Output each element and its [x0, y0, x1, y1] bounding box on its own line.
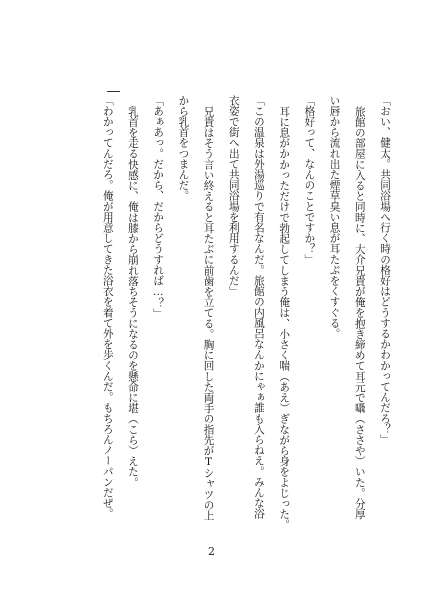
text-line: 耳に息がかかっただけで勃起してしまう俺は、小さく喘（あえ）ぎながら身をよじった。	[278, 105, 291, 530]
header-rule	[107, 91, 120, 92]
text-line: 「わかってんだろ。俺が用意してきた浴衣を着て外を歩くんだ。もちろんノーパンだぜ。	[101, 95, 114, 519]
vertical-text-block	[94, 95, 397, 545]
text-line: 衣姿で街へ出て共同浴場を利用するんだ」	[227, 95, 240, 297]
text-line: 「格好って、なんのことですか？」	[303, 95, 316, 265]
text-line: 旅館の部屋に入ると同時に、大介兄貴が俺を抱き締めて耳元で囁（ささや）いた。分厚	[353, 105, 366, 519]
paragraph-dialogue	[221, 95, 271, 545]
paragraph-dialogue	[372, 95, 397, 545]
paragraph-narration	[170, 95, 220, 545]
text-line: 兄貴はそう言い終えると耳たぶに前歯を立てる。胸に回した両手の指先がTシャツの上	[202, 105, 215, 521]
page-number: 2	[208, 545, 215, 558]
text-line: から乳首をつまんだ。	[177, 95, 190, 201]
text-line: 「おい、健太。共同浴場へ行く時の格好はどうするかわかってんだろ？」	[379, 95, 391, 445]
paragraph-narration	[120, 95, 145, 545]
paragraph-dialogue	[296, 95, 321, 545]
text-line: 「あぁあっ。だから、だからどうすれば…？」	[152, 95, 165, 319]
paragraph-narration	[321, 95, 371, 545]
paragraph-dialogue	[95, 95, 120, 545]
text-line: 「この温泉は外湯巡りで有名なんだ。旅館の内風呂なんかにゃぁ誰も入らねえ。みんな浴	[252, 95, 265, 519]
paragraph-narration	[271, 95, 296, 545]
paragraph-dialogue	[145, 95, 170, 545]
text-line: い唇から流れ出た煙草臭い息が耳たぶをくすぐる。	[328, 95, 341, 339]
text-line: 乳首を走る快感に、俺は膝から崩れ落ちそうになるのを懸命に堪（こら）えた。	[126, 105, 139, 488]
